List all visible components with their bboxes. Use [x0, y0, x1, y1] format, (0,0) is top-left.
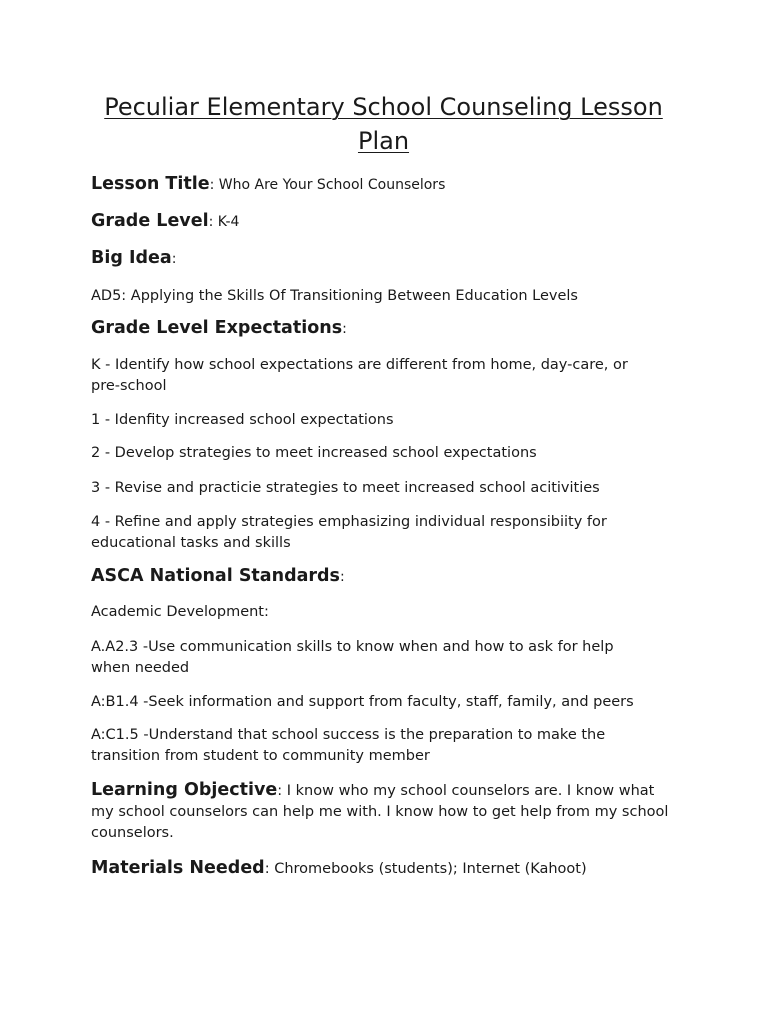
standard-item: A:B1.4 -Seek information and support from faculty, staff, family, and peers — [91, 694, 634, 710]
document-title: Peculiar Elementary School Counseling Lesson Plan — [104, 93, 663, 155]
big-idea-text: AD5: Applying the Skills Of Transitioning Between Education Levels — [91, 288, 578, 304]
expectation-item: 4 - Refine and apply strategies emphasizing individual responsibiity for educational tasks and skills — [91, 514, 607, 551]
objective-label: Learning Objective — [91, 780, 278, 800]
materials-value: : Chromebooks (students); Internet (Kahoot) — [264, 861, 587, 877]
big-idea-heading — [91, 248, 681, 268]
expectation-item: 3 - Revise and practicie strategies to meet increased school acitivities — [91, 480, 600, 496]
expectations-label: Grade Level Expectations — [91, 318, 343, 338]
grade-level-label: Grade Level — [91, 211, 209, 231]
standard-item: A:C1.5 -Understand that school success is the preparation to make the transition from student to community member — [91, 727, 606, 764]
big-idea-label: Big Idea — [91, 248, 172, 268]
materials-label: Materials Needed — [91, 858, 265, 878]
expectation-item: 1 - Idenfity increased school expectations — [91, 412, 394, 428]
standards-label: ASCA National Standards — [91, 566, 340, 586]
lesson-title-line — [91, 174, 681, 194]
grade-level-value: : K-4 — [208, 214, 240, 230]
standards-heading — [91, 566, 681, 586]
standards-subheading: Academic Development: — [91, 604, 269, 620]
grade-level-line — [91, 211, 681, 231]
standard-item: A.A2.3 -Use communication skills to know when and how to ask for help when needed — [91, 639, 614, 676]
lesson-title-value: : Who Are Your School Counselors — [209, 177, 446, 193]
expectations-colon: : — [342, 321, 347, 337]
objective-value: : I know who my school counselors are. I know what my school counselors can help me with. I know how to get help from my school counselors. — [91, 783, 669, 841]
materials-line — [91, 858, 681, 878]
expectations-heading — [91, 318, 681, 338]
expectation-item: K - Identify how school expectations are different from home, day-care, or pre-school — [91, 357, 628, 394]
standards-colon: : — [339, 569, 345, 585]
lesson-title-label: Lesson Title — [91, 174, 210, 194]
expectation-item: 2 - Develop strategies to meet increased school expectations — [91, 445, 537, 461]
big-idea-colon: : — [171, 251, 177, 267]
learning-objective — [91, 780, 681, 844]
